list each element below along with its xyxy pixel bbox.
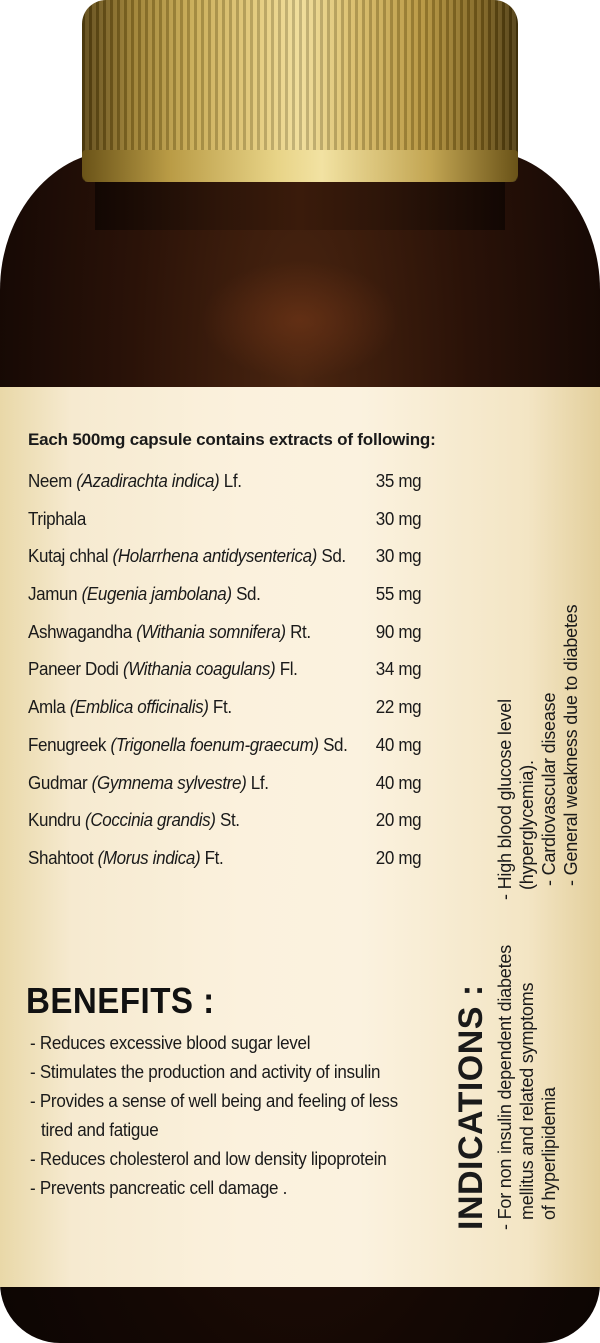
ingredient-common-name: Kutaj chhal — [28, 545, 109, 567]
ingredient-latin-name: (Trigonella foenum-graecum) — [110, 733, 319, 755]
indications-column-3 — [538, 430, 582, 900]
benefits-list — [30, 1028, 426, 1202]
ingredient-row — [28, 801, 433, 839]
ingredient-part: Fl. — [279, 658, 298, 680]
benefit-item-continued: tired and fatigue — [41, 1119, 159, 1140]
ingredient-part: Sd. — [323, 733, 348, 755]
benefit-item: - Prevents pancreatic cell damage . — [30, 1177, 288, 1198]
ingredient-amount: 30 mg — [375, 545, 422, 567]
ingredient-name — [28, 839, 223, 877]
ingredient-name — [28, 537, 346, 575]
ingredient-latin-name: (Eugenia jambolana) — [81, 583, 232, 605]
ingredient-name — [28, 613, 311, 651]
ingredient-part: Sd. — [236, 583, 261, 605]
ingredient-latin-name: (Holarrhena antidysenterica) — [112, 545, 317, 567]
ingredient-amount: 55 mg — [375, 583, 422, 605]
ingredient-name — [28, 688, 232, 726]
ingredient-row — [28, 537, 433, 575]
ingredient-common-name: Paneer Dodi — [28, 658, 119, 680]
ingredient-latin-name: (Withania coagulans) — [122, 658, 276, 680]
ingredient-name — [28, 575, 261, 613]
ingredient-common-name: Fenugreek — [28, 733, 107, 755]
ingredient-common-name: Jamun — [28, 583, 78, 605]
ingredient-row — [28, 839, 433, 877]
ingredient-amount: 40 mg — [375, 733, 422, 755]
benefit-item: - Reduces cholesterol and low density lipoprotein — [30, 1148, 387, 1169]
ingredient-part: Lf. — [250, 771, 269, 793]
ingredient-name — [28, 726, 348, 764]
indication-line: - For non insulin dependent diabetes — [495, 944, 515, 1230]
ingredient-common-name: Ashwagandha — [28, 620, 132, 642]
ingredient-row — [28, 462, 433, 500]
ingredient-amount: 30 mg — [375, 507, 422, 529]
ingredient-row — [28, 650, 433, 688]
benefit-item: - Provides a sense of well being and feeling of less — [30, 1090, 398, 1111]
indication-line: - General weakness due to diabetes — [561, 604, 581, 886]
ingredient-common-name: Triphala — [28, 507, 86, 529]
composition-section — [28, 430, 448, 877]
ingredient-common-name: Kundru — [28, 809, 81, 831]
indications-title: INDICATIONS : — [452, 984, 490, 1230]
indications-column-1 — [494, 920, 560, 1230]
indication-line: - High blood glucose level — [495, 699, 515, 900]
indication-line: mellitus and related symptoms — [517, 982, 537, 1220]
composition-heading: Each 500mg capsule contains extracts of following: — [28, 430, 436, 449]
indications-section — [450, 450, 580, 1230]
glass-highlight — [200, 260, 400, 380]
ingredient-latin-name: (Withania somnifera) — [136, 620, 286, 642]
ingredient-part: Ft. — [212, 696, 232, 718]
benefits-title: BENEFITS : — [26, 980, 215, 1021]
ingredient-part: Rt. — [290, 620, 311, 642]
indication-line: - Cardiovascular disease — [539, 692, 559, 886]
ingredient-part: Ft. — [204, 846, 224, 868]
ingredient-list — [28, 462, 448, 877]
ingredient-common-name: Neem — [28, 470, 72, 491]
ingredient-latin-name: (Morus indica) — [97, 846, 201, 868]
ingredient-latin-name: (Azadirachta indica) — [76, 470, 220, 491]
ingredient-amount: 35 mg — [375, 470, 422, 491]
ingredient-common-name: Gudmar — [28, 771, 88, 793]
ingredient-name — [28, 650, 298, 688]
ingredient-row — [28, 613, 433, 651]
ingredient-part: Sd. — [321, 545, 346, 567]
ingredient-row — [28, 764, 433, 802]
indication-line: (hyperglycemia). — [517, 760, 537, 890]
ingredient-name — [28, 764, 269, 802]
ingredient-name — [28, 462, 242, 500]
indications-column-2 — [494, 480, 538, 900]
ingredient-common-name: Amla — [28, 696, 66, 718]
ingredient-part: Lf. — [223, 470, 242, 491]
ingredient-amount: 90 mg — [375, 620, 422, 642]
indication-line: of hyperlipidemia — [539, 1087, 559, 1220]
ingredient-name — [28, 801, 240, 839]
ingredient-row — [28, 726, 433, 764]
ingredient-latin-name: (Gymnema sylvestre) — [91, 771, 247, 793]
ingredient-name — [28, 500, 86, 538]
cap-rim — [82, 150, 518, 182]
ingredient-part: St. — [219, 809, 240, 831]
ingredient-amount: 34 mg — [375, 658, 422, 680]
benefit-item: - Reduces excessive blood sugar level — [30, 1032, 311, 1053]
ingredient-amount: 20 mg — [375, 846, 422, 868]
benefit-item: - Stimulates the production and activity of insulin — [30, 1061, 381, 1082]
ingredient-amount: 20 mg — [375, 809, 422, 831]
ingredient-amount: 40 mg — [375, 771, 422, 793]
ingredient-row — [28, 688, 433, 726]
ingredient-common-name: Shahtoot — [28, 846, 94, 868]
ingredient-amount: 22 mg — [375, 696, 422, 718]
ingredient-row — [28, 575, 433, 613]
ingredient-row — [28, 500, 433, 538]
ingredient-latin-name: (Coccinia grandis) — [85, 809, 216, 831]
ingredient-latin-name: (Emblica officinalis) — [69, 696, 209, 718]
